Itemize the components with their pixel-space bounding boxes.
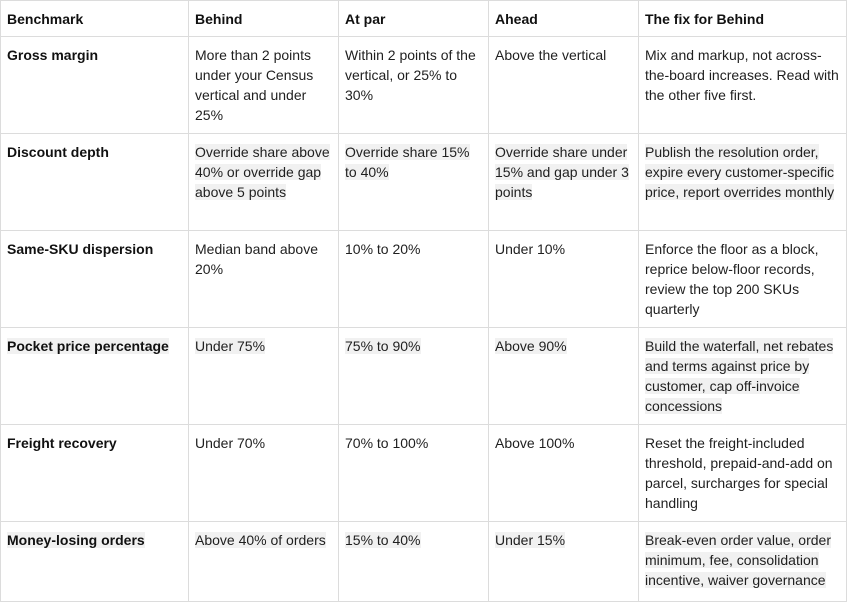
at-par-value: 75% to 90% xyxy=(345,338,421,354)
fix-cell xyxy=(639,328,847,425)
behind-cell xyxy=(189,134,339,231)
fix-value: Publish the resolution order, expire every customer-specific price, report overrides monthly xyxy=(645,144,835,200)
behind-value: Median band above 20% xyxy=(195,241,318,277)
at-par-value: 15% to 40% xyxy=(345,532,421,548)
ahead-value: Under 15% xyxy=(495,532,566,548)
behind-cell xyxy=(189,425,339,522)
at-par-cell xyxy=(339,328,489,425)
behind-value: Under 75% xyxy=(195,338,266,354)
benchmark-label: Same-SKU dispersion xyxy=(7,241,154,257)
table-row xyxy=(1,328,847,425)
fix-cell xyxy=(639,425,847,522)
behind-value: More than 2 points under your Census vertical and under 25% xyxy=(195,47,314,123)
table-row xyxy=(1,134,847,231)
ahead-value: Above the vertical xyxy=(495,47,607,63)
benchmark-cell xyxy=(1,231,189,328)
benchmark-cell xyxy=(1,425,189,522)
at-par-cell xyxy=(339,37,489,134)
ahead-value: Override share under 15% and gap under 3 points xyxy=(495,144,629,200)
ahead-cell xyxy=(489,425,639,522)
ahead-cell xyxy=(489,328,639,425)
fix-value: Mix and markup, not across-the-board increases. Read with the other five first. xyxy=(645,47,839,103)
at-par-cell xyxy=(339,425,489,522)
table-row xyxy=(1,231,847,328)
benchmark-cell xyxy=(1,328,189,425)
fix-value: Build the waterfall, net rebates and terms against price by customer, cap off-invoice concessions xyxy=(645,338,834,414)
at-par-value: 70% to 100% xyxy=(345,435,429,451)
header-fix-for-behind: The fix for Behind xyxy=(639,1,847,37)
at-par-cell xyxy=(339,231,489,328)
behind-cell xyxy=(189,328,339,425)
table-header-row xyxy=(1,1,847,37)
benchmark-label: Pocket price percentage xyxy=(7,338,169,354)
fix-value: Break-even order value, order minimum, fee, consolidation incentive, waiver governance xyxy=(645,532,831,588)
at-par-value: 10% to 20% xyxy=(345,241,421,257)
table-row xyxy=(1,522,847,602)
benchmark-label: Money-losing orders xyxy=(7,532,145,548)
behind-cell xyxy=(189,37,339,134)
fix-cell xyxy=(639,37,847,134)
benchmark-label: Discount depth xyxy=(7,144,109,160)
ahead-cell xyxy=(489,37,639,134)
at-par-value: Within 2 points of the vertical, or 25% to 30% xyxy=(345,47,476,103)
ahead-cell xyxy=(489,231,639,328)
ahead-value: Under 10% xyxy=(495,241,566,257)
benchmark-label: Freight recovery xyxy=(7,435,117,451)
behind-cell xyxy=(189,522,339,602)
ahead-cell xyxy=(489,522,639,602)
fix-cell xyxy=(639,522,847,602)
table-row xyxy=(1,37,847,134)
at-par-cell xyxy=(339,134,489,231)
header-ahead: Ahead xyxy=(489,1,639,37)
header-benchmark: Benchmark xyxy=(1,1,189,37)
benchmark-label: Gross margin xyxy=(7,47,99,63)
behind-value: Override share above 40% or override gap above 5 points xyxy=(195,144,330,200)
fix-value: Enforce the floor as a block, reprice below-floor records, review the top 200 SKUs quarterly xyxy=(645,241,819,317)
benchmark-cell xyxy=(1,522,189,602)
fix-cell xyxy=(639,231,847,328)
benchmark-cell xyxy=(1,134,189,231)
behind-cell xyxy=(189,231,339,328)
fix-cell xyxy=(639,134,847,231)
header-behind: Behind xyxy=(189,1,339,37)
header-at-par: At par xyxy=(339,1,489,37)
ahead-value: Above 100% xyxy=(495,435,575,451)
fix-value: Reset the freight-included threshold, prepaid-and-add on parcel, surcharges for special handling xyxy=(645,435,833,511)
table-row xyxy=(1,425,847,522)
benchmark-cell xyxy=(1,37,189,134)
behind-value: Above 40% of orders xyxy=(195,532,326,548)
at-par-cell xyxy=(339,522,489,602)
behind-value: Under 70% xyxy=(195,435,266,451)
ahead-cell xyxy=(489,134,639,231)
ahead-value: Above 90% xyxy=(495,338,567,354)
at-par-value: Override share 15% to 40% xyxy=(345,144,470,180)
